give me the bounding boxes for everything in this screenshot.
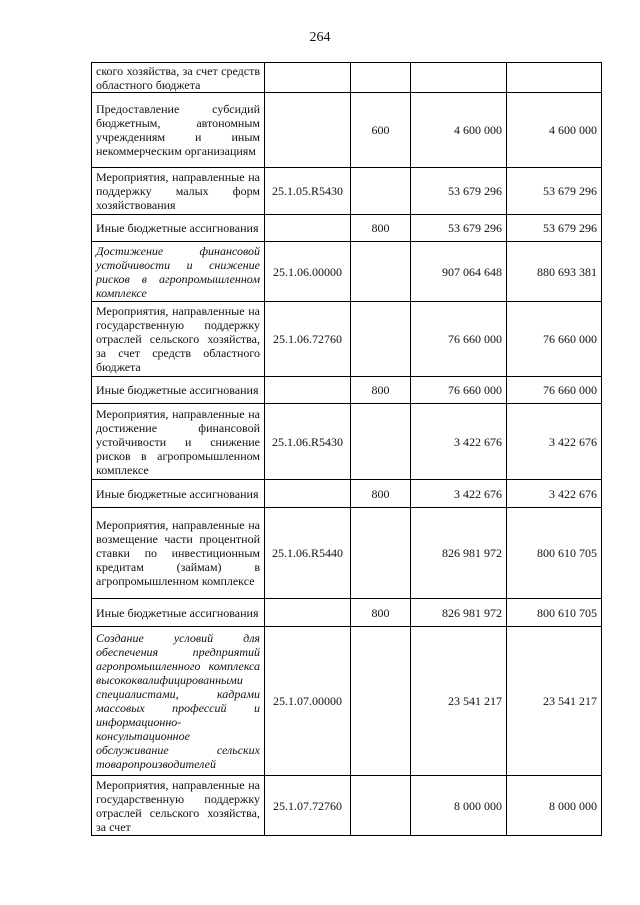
row-code-cell [265,480,351,508]
row-amount-1-cell: 826 981 972 [411,508,507,599]
row-name-cell: Достижение финансовой устойчивости и снижение рисков в агропромышленном комплексе [92,242,265,302]
row-name-cell: Иные бюджетные ассигнования [92,215,265,242]
row-expense-type-cell [351,168,411,215]
table-row [92,168,602,215]
row-amount-1-cell: 826 981 972 [411,599,507,627]
row-amount-2-cell: 3 422 676 [507,404,602,480]
row-expense-type-cell [351,627,411,776]
row-amount-2-cell: 76 660 000 [507,302,602,377]
row-amount-1-cell: 23 541 217 [411,627,507,776]
row-name-cell: Создание условий для обеспечения предприятий агропромышленного комплекса высококвалифицированными специалистами, кадрами массовых профессий и информационно-консультационное обслуживание сельских товаропроизводителей [92,627,265,776]
row-expense-type-cell: 600 [351,93,411,168]
table-row [92,242,602,302]
table-row [92,215,602,242]
row-code-cell: 25.1.06.R5440 [265,508,351,599]
row-amount-2-cell: 23 541 217 [507,627,602,776]
budget-table [91,62,602,836]
row-amount-2-cell: 8 000 000 [507,776,602,836]
row-code-cell: 25.1.05.R5430 [265,168,351,215]
row-name-cell: Мероприятия, направленные на достижение финансовой устойчивости и снижение рисков в агропромышленном комплексе [92,404,265,480]
row-code-cell [265,377,351,404]
row-name-cell: Мероприятия, направленные на государственную поддержку отраслей сельского хозяйства, за счет [92,776,265,836]
row-code-cell: 25.1.06.R5430 [265,404,351,480]
row-amount-1-cell: 3 422 676 [411,404,507,480]
row-amount-2-cell: 53 679 296 [507,215,602,242]
row-amount-1-cell: 76 660 000 [411,377,507,404]
row-name-cell: Иные бюджетные ассигнования [92,377,265,404]
row-amount-1-cell: 4 600 000 [411,93,507,168]
row-expense-type-cell [351,776,411,836]
row-code-cell: 25.1.06.72760 [265,302,351,377]
row-amount-2-cell: 4 600 000 [507,93,602,168]
row-code-cell [265,63,351,93]
row-amount-1-cell: 53 679 296 [411,215,507,242]
row-expense-type-cell [351,404,411,480]
row-name-cell: Иные бюджетные ассигнования [92,599,265,627]
row-amount-2-cell [507,63,602,93]
row-code-cell [265,93,351,168]
row-amount-2-cell: 76 660 000 [507,377,602,404]
row-amount-2-cell: 53 679 296 [507,168,602,215]
row-expense-type-cell: 800 [351,480,411,508]
row-amount-1-cell [411,63,507,93]
row-amount-2-cell: 880 693 381 [507,242,602,302]
row-name-cell: Предоставление субсидий бюджетным, автономным учреждениям и иным некоммерческим организациям [92,93,265,168]
row-name-cell: Мероприятия, направленные на возмещение части процентной ставки по инвестиционным кредитам (займам) в агропромышленном комплексе [92,508,265,599]
table-row [92,63,602,93]
row-amount-1-cell: 76 660 000 [411,302,507,377]
table-row [92,302,602,377]
row-amount-2-cell: 800 610 705 [507,508,602,599]
row-name-cell: Мероприятия, направленные на государственную поддержку отраслей сельского хозяйства, за счет средств областного бюджета [92,302,265,377]
row-expense-type-cell [351,63,411,93]
table-row [92,377,602,404]
row-amount-1-cell: 3 422 676 [411,480,507,508]
row-code-cell: 25.1.07.72760 [265,776,351,836]
row-amount-2-cell: 3 422 676 [507,480,602,508]
row-amount-1-cell: 53 679 296 [411,168,507,215]
row-amount-1-cell: 8 000 000 [411,776,507,836]
row-name-cell: ского хозяйства, за счет средств областного бюджета [92,63,265,93]
table-row [92,93,602,168]
row-code-cell: 25.1.06.00000 [265,242,351,302]
row-expense-type-cell: 800 [351,599,411,627]
row-code-cell: 25.1.07.00000 [265,627,351,776]
row-amount-1-cell: 907 064 648 [411,242,507,302]
table-row [92,404,602,480]
table-row [92,508,602,599]
table-row [92,599,602,627]
row-expense-type-cell [351,508,411,599]
row-expense-type-cell [351,302,411,377]
table-row [92,776,602,836]
row-expense-type-cell [351,242,411,302]
row-expense-type-cell: 800 [351,215,411,242]
row-name-cell: Мероприятия, направленные на поддержку малых форм хозяйствования [92,168,265,215]
page-number: 264 [309,30,331,45]
row-code-cell [265,215,351,242]
row-expense-type-cell: 800 [351,377,411,404]
row-code-cell [265,599,351,627]
row-amount-2-cell: 800 610 705 [507,599,602,627]
table-row [92,627,602,776]
row-name-cell: Иные бюджетные ассигнования [92,480,265,508]
table-row [92,480,602,508]
